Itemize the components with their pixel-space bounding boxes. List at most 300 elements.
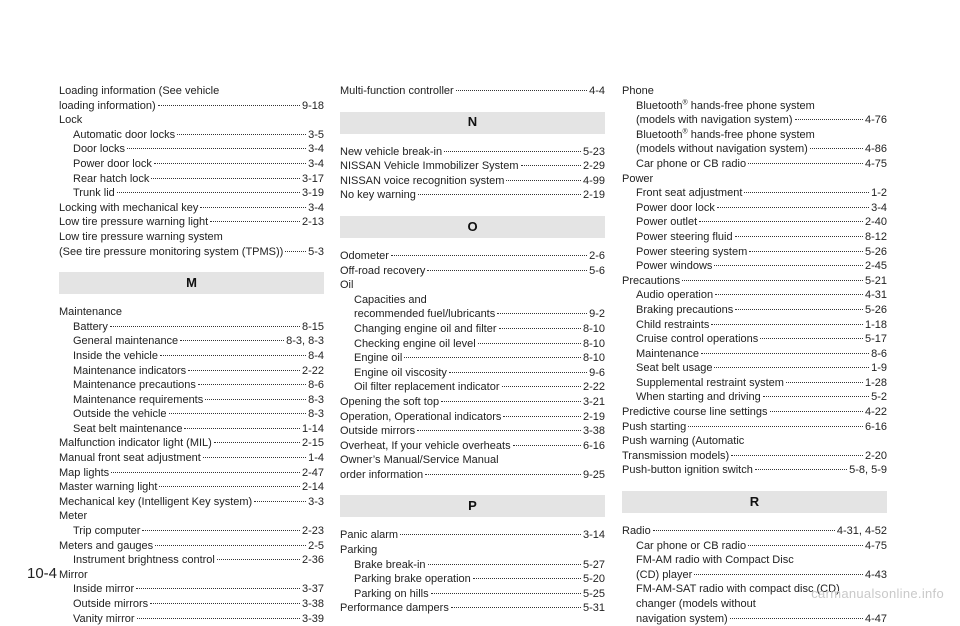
index-subentry xyxy=(622,113,887,128)
entry-text: Maintenance requirements xyxy=(73,393,204,406)
dot-leader xyxy=(810,148,863,149)
entry-text: Phone xyxy=(622,85,654,97)
index-subentry xyxy=(59,597,324,612)
page-reference: 1-4 xyxy=(308,452,324,465)
dot-leader xyxy=(158,105,300,106)
entry-text: Mirror xyxy=(59,568,88,581)
dot-leader xyxy=(254,501,306,502)
dot-leader xyxy=(699,221,863,222)
page-reference: 5-17 xyxy=(864,333,887,346)
page-reference: 5-20 xyxy=(582,573,605,586)
entry-text: Mechanical key (Intelligent Key system) xyxy=(59,495,253,508)
page-reference: 3-38 xyxy=(301,598,324,610)
index-entry xyxy=(340,159,605,174)
index-subentry xyxy=(622,259,887,274)
page-reference: 2-29 xyxy=(582,160,605,173)
dot-leader xyxy=(744,192,869,193)
dot-leader xyxy=(513,445,581,446)
dot-leader xyxy=(418,194,581,195)
index-subentry xyxy=(59,524,324,539)
entry-text: Door locks xyxy=(73,143,125,156)
index-entry xyxy=(622,449,887,464)
page-reference: 9-2 xyxy=(589,308,605,321)
dot-leader xyxy=(427,270,587,271)
index-entry xyxy=(340,84,605,99)
dot-leader xyxy=(151,178,300,179)
entry-text: (models with navigation system) xyxy=(636,114,793,127)
entry-text: Low tire pressure warning system xyxy=(59,230,223,243)
entry-text: Outside mirrors xyxy=(340,425,416,438)
entry-text: Maintenance xyxy=(59,306,122,319)
dot-leader xyxy=(735,236,863,237)
page-reference: 4-76 xyxy=(864,114,887,127)
index-subentry xyxy=(59,407,324,422)
index-entry xyxy=(340,410,605,425)
index-subentry xyxy=(622,318,887,333)
page-reference: 8-4 xyxy=(308,349,324,362)
index-entry xyxy=(340,395,605,410)
dot-leader xyxy=(127,148,306,149)
dot-leader xyxy=(653,530,835,531)
page-reference: 4-31 xyxy=(864,289,887,302)
entry-text: Off-road recovery xyxy=(340,264,426,277)
entry-text: Braking precautions xyxy=(636,303,734,316)
index-subentry xyxy=(59,364,324,379)
entry-text: General maintenance xyxy=(73,335,179,348)
dot-leader xyxy=(714,265,863,266)
dot-leader xyxy=(711,324,863,325)
dot-leader xyxy=(400,534,581,535)
index-subentry xyxy=(340,558,605,573)
entry-text: Child restraints xyxy=(636,318,710,331)
page-reference: 2-20 xyxy=(864,449,887,462)
index-entry xyxy=(340,278,605,293)
entry-text: NISSAN Vehicle Immobilizer System xyxy=(340,160,519,173)
page-reference: 3-3 xyxy=(308,495,324,508)
dot-leader xyxy=(155,545,306,546)
page-reference: 4-31, 4-52 xyxy=(836,525,887,538)
entry-text: navigation system) xyxy=(636,612,728,625)
entry-text: (models without navigation system) xyxy=(636,143,808,156)
entry-text: Bluetooth® hands-free phone system xyxy=(636,98,815,112)
page-reference: 1-28 xyxy=(864,376,887,389)
dot-leader xyxy=(150,603,300,604)
entry-text: Maintenance precautions xyxy=(73,379,196,392)
dot-leader xyxy=(760,338,863,339)
entry-text: Inside the vehicle xyxy=(73,349,158,362)
index-entry xyxy=(622,463,887,478)
watermark: carmanualsonline.info xyxy=(811,586,944,601)
entry-text: Seat belt usage xyxy=(636,362,713,375)
entry-text: Overheat, If your vehicle overheats xyxy=(340,439,511,452)
dot-leader xyxy=(449,372,587,373)
page-reference: 2-13 xyxy=(301,216,324,229)
dot-leader xyxy=(217,559,300,560)
page-reference: 4-47 xyxy=(864,612,887,625)
index-entry xyxy=(59,451,324,466)
page-reference: 5-21 xyxy=(864,274,887,287)
index-subentry xyxy=(59,334,324,349)
dot-leader xyxy=(159,486,300,487)
page-reference: 3-19 xyxy=(301,187,324,200)
page-reference: 2-19 xyxy=(582,189,605,202)
entry-text: Brake break-in xyxy=(354,558,426,571)
entry-text: When starting and driving xyxy=(636,391,761,404)
entry-text: FM-AM-SAT radio with compact disc (CD) xyxy=(636,583,840,596)
entry-text: order information xyxy=(340,468,424,481)
entry-text: Low tire pressure warning light xyxy=(59,216,209,229)
index-subentry xyxy=(340,337,605,352)
index-subentry xyxy=(59,349,324,364)
entry-text: Transmission models) xyxy=(622,449,730,462)
dot-leader xyxy=(404,357,581,358)
entry-text: Multi-function controller xyxy=(340,85,454,97)
page-reference: 5-27 xyxy=(582,558,605,571)
entry-text: Predictive course line settings xyxy=(622,406,768,419)
section-letter-header: N xyxy=(340,112,605,134)
page-reference: 1-14 xyxy=(301,422,324,435)
dot-leader xyxy=(205,399,306,400)
page-reference: 2-15 xyxy=(301,437,324,450)
page-reference: 6-16 xyxy=(864,420,887,433)
index-subentry xyxy=(622,390,887,405)
dot-leader xyxy=(117,192,300,193)
entry-text: Push warning (Automatic xyxy=(622,435,745,448)
dot-leader xyxy=(200,207,306,208)
section-letter-header: R xyxy=(622,491,887,513)
index-subentry xyxy=(622,230,887,245)
entry-text: Locking with mechanical key xyxy=(59,201,199,214)
page-reference: 9-25 xyxy=(582,468,605,481)
dot-leader xyxy=(137,618,300,619)
entry-text: Precautions xyxy=(622,274,681,287)
dot-leader xyxy=(441,401,581,402)
dot-leader xyxy=(521,165,581,166)
index-entry xyxy=(340,439,605,454)
index-entry xyxy=(59,539,324,554)
dot-leader xyxy=(503,416,581,417)
dot-leader xyxy=(431,593,581,594)
page-reference: 2-36 xyxy=(301,554,324,567)
page-reference: 5-2 xyxy=(871,391,887,404)
entry-text: Parking brake operation xyxy=(354,573,471,586)
page-reference: 6-16 xyxy=(582,439,605,452)
entry-text: Audio operation xyxy=(636,289,714,302)
page-reference: 8-3 xyxy=(308,393,324,406)
dot-leader xyxy=(694,574,863,575)
entry-text: Push starting xyxy=(622,420,687,433)
index-entry xyxy=(59,466,324,481)
entry-text: Trip computer xyxy=(73,525,141,538)
page-reference: 3-37 xyxy=(301,583,324,596)
index-subentry xyxy=(59,612,324,626)
page-reference: 5-23 xyxy=(582,145,605,158)
page-reference: 2-45 xyxy=(864,260,887,273)
dot-leader xyxy=(184,428,300,429)
entry-text: New vehicle break-in xyxy=(340,145,443,158)
index-column-3 xyxy=(622,84,887,626)
entry-text: Supplemental restraint system xyxy=(636,376,784,389)
dot-leader xyxy=(214,442,300,443)
page-reference: 8-10 xyxy=(582,352,605,365)
index-subentry xyxy=(622,376,887,391)
page-reference: 8-10 xyxy=(582,322,605,335)
index-column-1 xyxy=(59,84,324,626)
index-subentry xyxy=(622,288,887,303)
page-reference: 1-18 xyxy=(864,318,887,331)
page-reference: 4-75 xyxy=(864,539,887,552)
page-reference: 3-17 xyxy=(301,172,324,185)
entry-text: Changing engine oil and filter xyxy=(354,322,497,335)
index-entry xyxy=(340,601,605,616)
dot-leader xyxy=(786,382,863,383)
entry-text: Meter xyxy=(59,510,88,523)
entry-text: Power windows xyxy=(636,260,713,273)
entry-text: Rear hatch lock xyxy=(73,172,150,185)
index-subentry xyxy=(59,553,324,568)
index-subentry xyxy=(622,361,887,376)
page-reference: 4-22 xyxy=(864,406,887,419)
page-reference: 9-6 xyxy=(589,366,605,379)
index-column-2 xyxy=(340,84,605,616)
index-subentry xyxy=(340,322,605,337)
entry-text: (CD) player xyxy=(636,568,693,581)
index-subentry xyxy=(622,157,887,172)
dot-leader xyxy=(285,251,306,252)
index-subentry xyxy=(622,215,887,230)
index-entry xyxy=(622,434,887,449)
index-subentry xyxy=(622,128,887,143)
page-reference: 3-4 xyxy=(308,143,324,156)
page-reference: 2-19 xyxy=(582,410,605,423)
index-entry xyxy=(622,420,887,435)
page-reference: 4-4 xyxy=(589,85,605,97)
page-reference: 3-14 xyxy=(582,529,605,542)
index-entry xyxy=(622,524,887,539)
dot-leader xyxy=(735,309,863,310)
entry-text: Power steering system xyxy=(636,245,748,258)
index-subentry xyxy=(59,393,324,408)
entry-text: Map lights xyxy=(59,466,110,479)
dot-leader xyxy=(763,396,869,397)
entry-text: Car phone or CB radio xyxy=(636,157,747,170)
index-subentry xyxy=(622,186,887,201)
index-subentry xyxy=(340,572,605,587)
page-reference: 9-18 xyxy=(301,99,324,112)
dot-leader xyxy=(154,163,306,164)
index-entry xyxy=(340,424,605,439)
index-subentry xyxy=(340,587,605,602)
entry-text: Operation, Operational indicators xyxy=(340,410,502,423)
entry-text: FM-AM radio with Compact Disc xyxy=(636,554,794,567)
index-entry xyxy=(59,436,324,451)
dot-leader xyxy=(688,426,863,427)
entry-text: Checking engine oil level xyxy=(354,337,476,350)
page-reference: 3-5 xyxy=(308,128,324,141)
index-entry xyxy=(340,453,605,468)
entry-text: Panic alarm xyxy=(340,529,399,542)
dot-leader xyxy=(110,326,300,327)
index-subentry xyxy=(622,347,887,362)
entry-text: Battery xyxy=(73,320,108,333)
dot-leader xyxy=(502,386,581,387)
entry-text: Malfunction indicator light (MIL) xyxy=(59,437,212,450)
page-reference: 5-31 xyxy=(582,602,605,615)
index-entry xyxy=(340,543,605,558)
index-entry xyxy=(622,172,887,187)
entry-text: No key warning xyxy=(340,189,416,202)
index-subentry xyxy=(59,142,324,157)
index-subentry xyxy=(622,142,887,157)
index-entry xyxy=(622,274,887,289)
section-letter-header: O xyxy=(340,216,605,238)
entry-text: Cruise control operations xyxy=(636,333,759,346)
entry-text: (See tire pressure monitoring system (TPMS)) xyxy=(59,245,284,258)
entry-text: Front seat adjustment xyxy=(636,187,743,200)
entry-text: Opening the soft top xyxy=(340,395,440,408)
entry-text: Capacities and xyxy=(354,293,427,306)
page-reference: 8-15 xyxy=(301,320,324,333)
index-entry xyxy=(59,230,324,245)
page-reference: 3-38 xyxy=(582,425,605,438)
entry-text: Outside mirrors xyxy=(73,598,149,610)
entry-text: Master warning light xyxy=(59,481,158,494)
entry-text: Lock xyxy=(59,114,83,127)
index-subentry xyxy=(59,582,324,597)
page-reference: 5-8, 5-9 xyxy=(849,464,887,477)
entry-text: Odometer xyxy=(340,249,389,262)
index-entry xyxy=(59,568,324,583)
dot-leader xyxy=(770,411,863,412)
index-subentry xyxy=(59,422,324,437)
entry-text: Trunk lid xyxy=(73,187,115,200)
index-subentry xyxy=(622,201,887,216)
dot-leader xyxy=(451,607,581,608)
page-reference: 5-26 xyxy=(864,303,887,316)
index-subentry xyxy=(622,612,887,626)
page-reference: 2-40 xyxy=(864,216,887,229)
dot-leader xyxy=(731,455,863,456)
dot-leader xyxy=(444,151,581,152)
index-subentry xyxy=(622,99,887,114)
entry-text: Maintenance indicators xyxy=(73,364,187,377)
page-reference: 2-5 xyxy=(308,539,324,552)
dot-leader xyxy=(177,134,306,135)
entry-text: Instrument brightness control xyxy=(73,554,215,567)
dot-leader xyxy=(417,430,581,431)
entry-text: Power steering fluid xyxy=(636,230,733,243)
entry-text: Power outlet xyxy=(636,216,698,229)
entry-text: Oil filter replacement indicator xyxy=(354,381,500,394)
entry-text: Manual front seat adjustment xyxy=(59,452,201,465)
dot-leader xyxy=(160,355,306,356)
entry-text: Oil xyxy=(340,279,354,292)
entry-text: Outside the vehicle xyxy=(73,408,167,421)
index-entry xyxy=(59,245,324,260)
section-letter-header: P xyxy=(340,495,605,517)
index-subentry xyxy=(622,539,887,554)
index-subentry xyxy=(340,293,605,308)
index-subentry xyxy=(340,380,605,395)
dot-leader xyxy=(715,294,863,295)
index-entry xyxy=(340,264,605,279)
dot-leader xyxy=(188,370,300,371)
index-subentry xyxy=(59,172,324,187)
page-reference: 8-6 xyxy=(871,347,887,360)
page-reference: 1-9 xyxy=(871,362,887,375)
index-subentry xyxy=(622,245,887,260)
index-subentry xyxy=(340,307,605,322)
index-entry xyxy=(622,84,887,99)
entry-text: Power door lock xyxy=(636,201,715,214)
page-reference: 2-14 xyxy=(301,481,324,494)
entry-text: Bluetooth® hands-free phone system xyxy=(636,128,815,141)
dot-leader xyxy=(180,340,284,341)
entry-text: Car phone or CB radio xyxy=(636,539,747,552)
entry-text: Parking xyxy=(340,544,378,557)
dot-leader xyxy=(198,384,306,385)
entry-text: recommended fuel/lubricants xyxy=(354,308,496,321)
entry-text: Vanity mirror xyxy=(73,612,135,625)
page-reference: 2-47 xyxy=(301,466,324,479)
page-reference: 4-43 xyxy=(864,568,887,581)
dot-leader xyxy=(506,180,581,181)
dot-leader xyxy=(210,221,300,222)
index-subentry xyxy=(622,568,887,583)
index-subentry xyxy=(622,553,887,568)
index-subentry xyxy=(622,332,887,347)
index-entry xyxy=(59,215,324,230)
entry-text: NISSAN voice recognition system xyxy=(340,174,505,187)
dot-leader xyxy=(795,119,863,120)
page-reference: 1-2 xyxy=(871,187,887,200)
index-subentry xyxy=(59,378,324,393)
index-entry xyxy=(59,84,324,99)
dot-leader xyxy=(497,313,587,314)
index-entry xyxy=(59,113,324,128)
index-subentry xyxy=(59,128,324,143)
index-entry xyxy=(59,201,324,216)
dot-leader xyxy=(428,564,581,565)
dot-leader xyxy=(111,472,300,473)
index-entry xyxy=(340,528,605,543)
dot-leader xyxy=(682,280,863,281)
entry-text: Automatic door locks xyxy=(73,128,176,141)
entry-text: Push-button ignition switch xyxy=(622,464,753,477)
page-reference: 8-3, 8-3 xyxy=(286,335,324,348)
index-entry xyxy=(340,188,605,203)
dot-leader xyxy=(425,474,581,475)
page-reference: 3-39 xyxy=(301,612,324,625)
index-subentry xyxy=(59,157,324,172)
dot-leader xyxy=(730,618,863,619)
page-reference: 2-23 xyxy=(301,525,324,538)
entry-text: Parking on hills xyxy=(354,587,429,600)
entry-text: Owner’s Manual/Service Manual xyxy=(340,454,499,467)
entry-text: Radio xyxy=(622,525,651,538)
page-reference: 8-12 xyxy=(864,230,887,243)
dot-leader xyxy=(755,469,847,470)
index-entry xyxy=(340,145,605,160)
entry-text: Power xyxy=(622,172,654,185)
page-number: 10-4 xyxy=(27,565,58,582)
page-reference: 4-86 xyxy=(864,143,887,156)
entry-text: loading information) xyxy=(59,99,156,112)
dot-leader xyxy=(391,255,587,256)
page-reference: 3-4 xyxy=(308,201,324,214)
entry-text: Seat belt maintenance xyxy=(73,422,183,435)
entry-text: Loading information (See vehicle xyxy=(59,85,220,97)
